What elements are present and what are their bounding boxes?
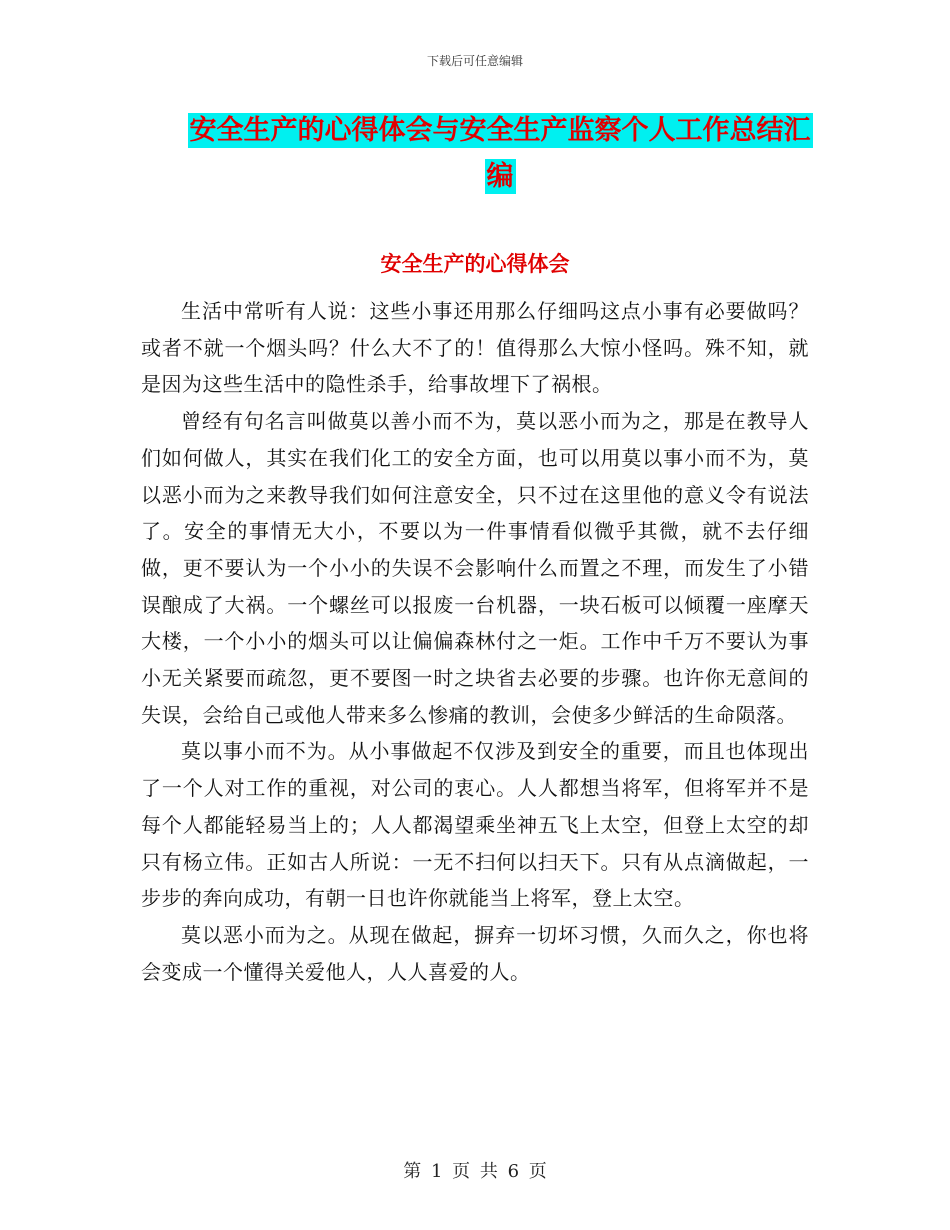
page-footer: 第 1 页 共 6 页 [403,1161,547,1182]
document-title-line-1: 安全生产的心得体会与安全生产监察个人工作总结汇 [189,115,811,146]
paragraph-3: 莫以事小而不为。从小事做起不仅涉及到安全的重要，而且也体现出了一个人对工作的重视，对公司的衷心。人人都想当将军，但将军并不是每个人都能轻易当上的；人人都渴望乘坐神五飞上太空，但登上太空的却只有杨立伟。正如古人所说：一无不扫何以扫天下。只有从点滴做起，一步步的奔向成功，有朝一日也许你就能当上将军，登上太空。 [141,739,809,911]
document-title-line-2: 编 [486,161,514,192]
paragraph-4: 莫以恶小而为之。从现在做起，摒弃一切坏习惯，久而久之，你也将会变成一个懂得关爱他人，人人喜爱的人。 [141,922,809,984]
paragraph-1: 生活中常听有人说：这些小事还用那么仔细吗这点小事有必要做吗？或者不就一个烟头吗？什么大不了的！值得那么大惊小怪吗。殊不知，就是因为这些生活中的隐性杀手，给事故埋下了祸根。 [141,299,809,397]
header-note: 下载后可任意编辑 [426,54,523,68]
document-title [180,108,820,200]
body-text [141,293,809,990]
paragraph-2: 曾经有句名言叫做莫以善小而不为，莫以恶小而为之，那是在教导人们如何做人，其实在我们化工的安全方面，也可以用莫以事小而不为，莫以恶小而为之来教导我们如何注意安全，只不过在这里他的意义令有说法了。安全的事情无大小，不要以为一件事情看似微乎其微，就不去仔细做，更不要认为一个小小的失误不会影响什么而置之不理，而发生了小错误酿成了大祸。一个螺丝可以报废一台机器，一块石板可以倾覆一座摩天大楼，一个小小的烟头可以让偏偏森林付之一炬。工作中千万不要认为事小无关紧要而疏忽，更不要图一时之块省去必要的步骤。也许你无意间的失误，会给自己或他人带来多么惨痛的教训，会使多少鲜活的生命陨落。 [141,409,809,727]
section-title: 安全生产的心得体会 [380,252,570,276]
